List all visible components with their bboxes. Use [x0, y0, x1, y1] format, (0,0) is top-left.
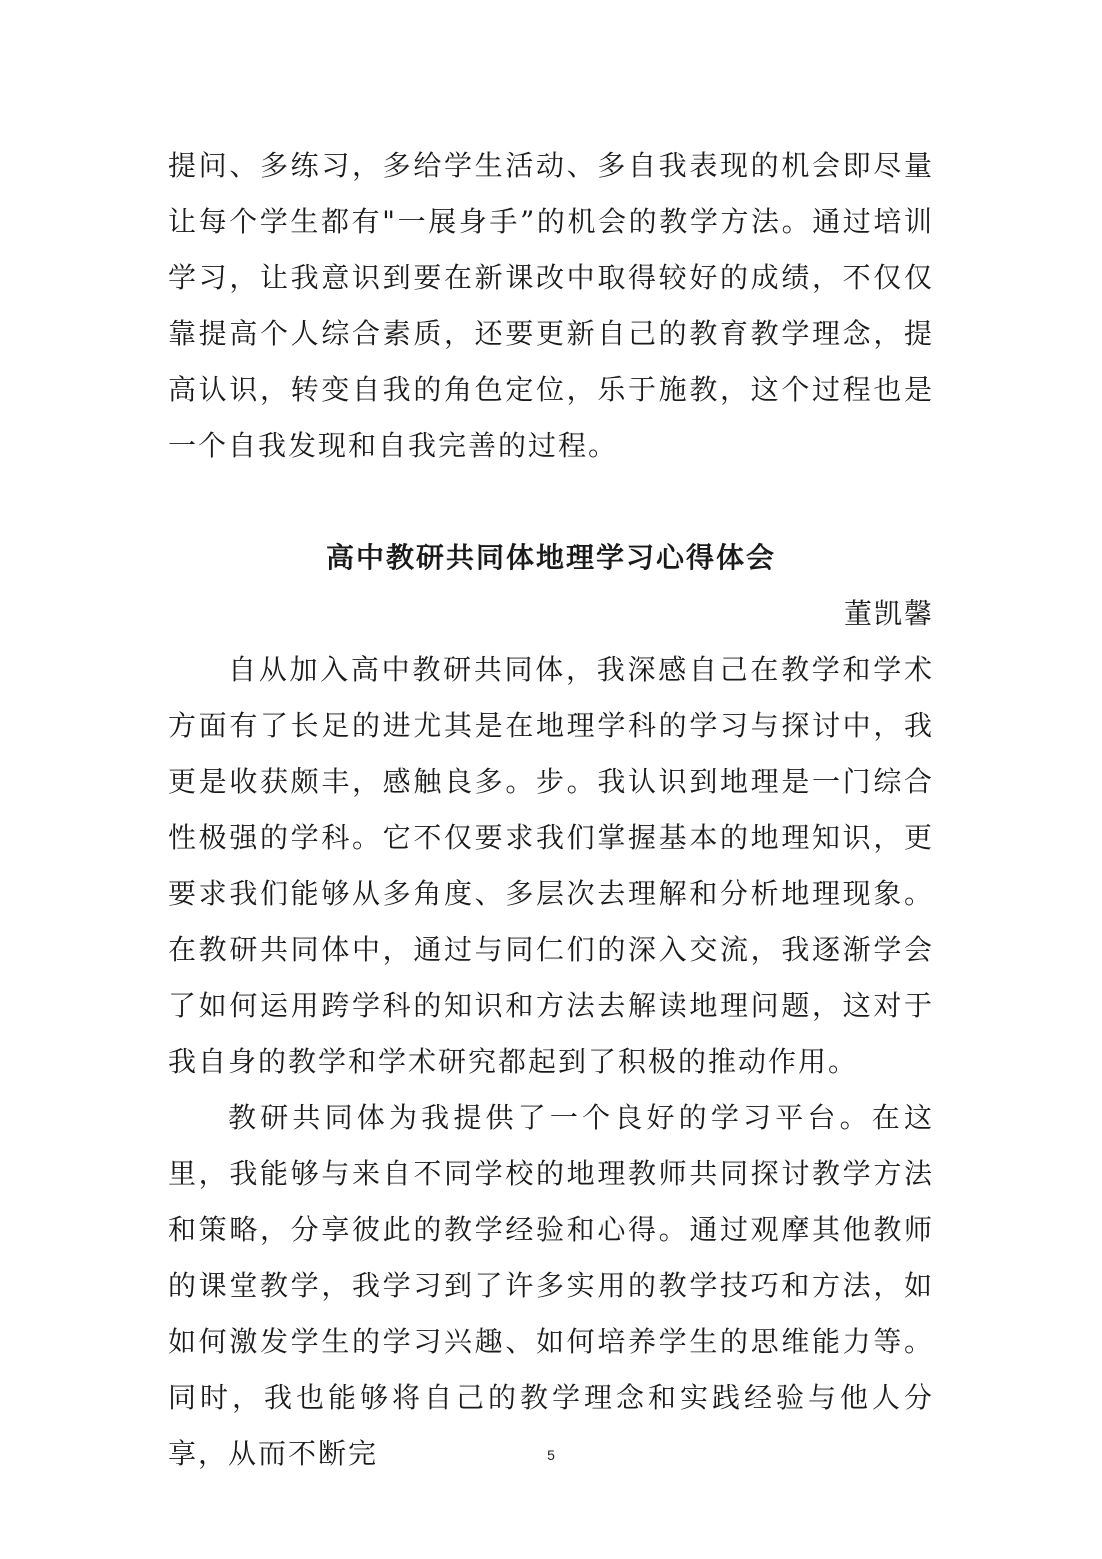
body-paragraph-2: 教研共同体为我提供了一个良好的学习平台。在这里，我能够与来自不同学校的地理教师共同探讨教学方法和策略，分享彼此的教学经验和心得。通过观摩其他教师的课堂教学，我学习到了许多实用的教学技巧和方法，如如何激发学生的学习兴趣、如何培养学生的思维能力等。同时，我也能够将自己的教学理念和实践经验与他人分享，从而不断完 [168, 1101, 934, 1470]
author-name: 董凯馨 [843, 597, 934, 630]
page-number: 5 [547, 1447, 555, 1463]
page-content [168, 138, 934, 1482]
section-spacer [168, 474, 934, 530]
body-paragraph-1: 自从加入高中教研共同体，我深感自己在教学和学术方面有了长足的进尤其是在地理学科的学习与探讨中，我更是收获颇丰，感触良多。步。我认识到地理是一门综合性极强的学科。它不仅要求我们掌握基本的地理知识，更要求我们能够从多角度、多层次去理解和分析地理现象。在教研共同体中，通过与同仁们的深入交流，我逐渐学会了如何运用跨学科的知识和方法去解读地理问题，这对于我自身的教学和学术研究都起到了积极的推动作用。 [168, 653, 934, 1078]
article-title: 高中教研共同体地理学习心得体会 [325, 541, 776, 574]
carryover-paragraph: 提问、多练习，多给学生活动、多自我表现的机会即尽量让每个学生都有"一展身手”的机会的教学方法。通过培训学习，让我意识到要在新课改中取得较好的成绩，不仅仅靠提高个人综合素质，还要更新自己的教育教学理念，提高认识，转变自我的角色定位，乐于施教，这个过程也是一个自我发现和自我完善的过程。 [168, 149, 934, 462]
